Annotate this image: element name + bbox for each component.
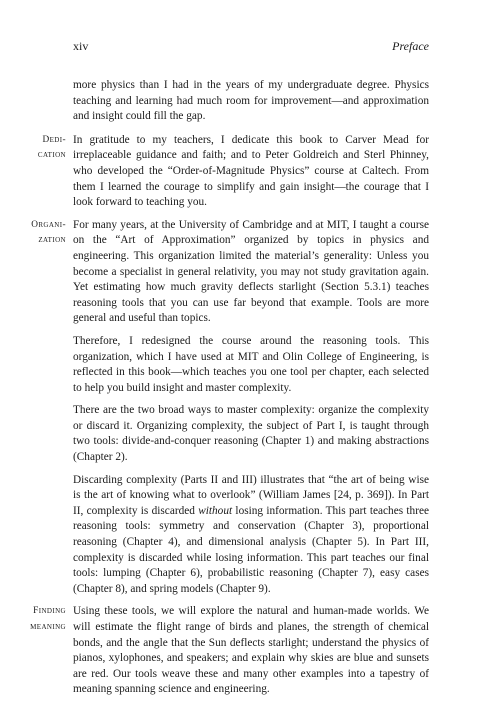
paragraph-text: For many years, at the University of Cambridge and at MIT, I taught a course on the “Art of Approximation” organized by topics in physics and engineering. This organization limited the material’s generality: Unless you become a specialist in general relativity, you may not study gravitation again. Yet estimating how much gravity deflects starlight (Section 5.3.1) teaches reasoning tools that you can use far beyond that example. Tools are more general and useful than topics. bbox=[73, 218, 429, 325]
emphasis-without: without bbox=[198, 504, 233, 517]
margin-note-dedication bbox=[0, 133, 66, 164]
paragraph-text: Using these tools, we will explore the natural and human-made worlds. We will estimate the flight range of birds and planes, the strength of chemical bonds, and the angle that the Sun deflects starlight; understand the physics of pianos, xylophones, and speakers; and explain why skies are blue and sunsets are red. Our tools weave these and many other examples into a tapestry of meaning spanning science and engineering. bbox=[73, 605, 429, 696]
paragraph-discarding bbox=[73, 473, 429, 598]
margin-note-line: cation bbox=[37, 150, 66, 161]
margin-note-finding-meaning bbox=[0, 604, 66, 635]
margin-note-line: Dedi- bbox=[42, 134, 66, 145]
margin-note-organization bbox=[0, 218, 66, 249]
paragraph-finding-meaning bbox=[30, 604, 429, 698]
margin-note-line: zation bbox=[38, 235, 66, 246]
margin-note-line: Organi- bbox=[31, 219, 66, 230]
page-number: xiv bbox=[73, 39, 89, 53]
paragraph-two-ways: There are the two broad ways to master complexity: organize the complexity or discard it. Organizing complexity, the subject of Part I, is taught through two tools: divide-and-conquer reasoning (Chapter 1) and making abstractions (Chapter 2). bbox=[73, 404, 429, 464]
paragraph-dedication bbox=[37, 133, 429, 211]
running-head bbox=[73, 39, 429, 55]
paragraph-text-before: Discarding complexity (Parts II and III) illustrates that “the art of being wise is the art of knowing what to overlook” (William James [24, p. 369]). In Part II, complexity is discarded bbox=[73, 473, 429, 517]
paragraph-organization bbox=[31, 218, 429, 327]
paragraph-intro-continued: more physics than I had in the years of my undergraduate degree. Physics teaching and learning had much room for improvement—and approximation and insight could fill the gap. bbox=[73, 79, 429, 123]
paragraph-redesign: Therefore, I redesigned the course around the reasoning tools. This organization, which I have used at MIT and Olin College of Engineering, is reflected in this book—which teaches you one tool per chapter, each selected to help you build insight and master complexity. bbox=[73, 334, 429, 394]
paragraph-text-after: losing information. This part teaches three reasoning tools: symmetry and conservation (Chapter 3), proportional reasoning (Chapter 4), and dimensional analysis (Chapter 5). In Part III, complexity is discarded while losing information. This part teaches our final tools: lumping (Chapter 6), probabilistic reasoning (Chapter 7), easy cases (Chapter 8), and spring models (Chapter 9). bbox=[73, 504, 429, 595]
margin-note-line: Finding bbox=[33, 606, 66, 617]
body-text bbox=[30, 78, 429, 705]
running-section-title: Preface bbox=[392, 39, 429, 53]
paragraph-text: In gratitude to my teachers, I dedicate this book to Carver Mead for irreplaceable guidance and faith; and to Peter Goldreich and Sterl Phinney, who developed the “Order-of-Magnitude Physics” course at Caltech. From them I learned the courage to simplify and gain insight—the courage that I look forward to teaching you. bbox=[73, 133, 429, 209]
margin-note-line: meaning bbox=[30, 622, 66, 632]
